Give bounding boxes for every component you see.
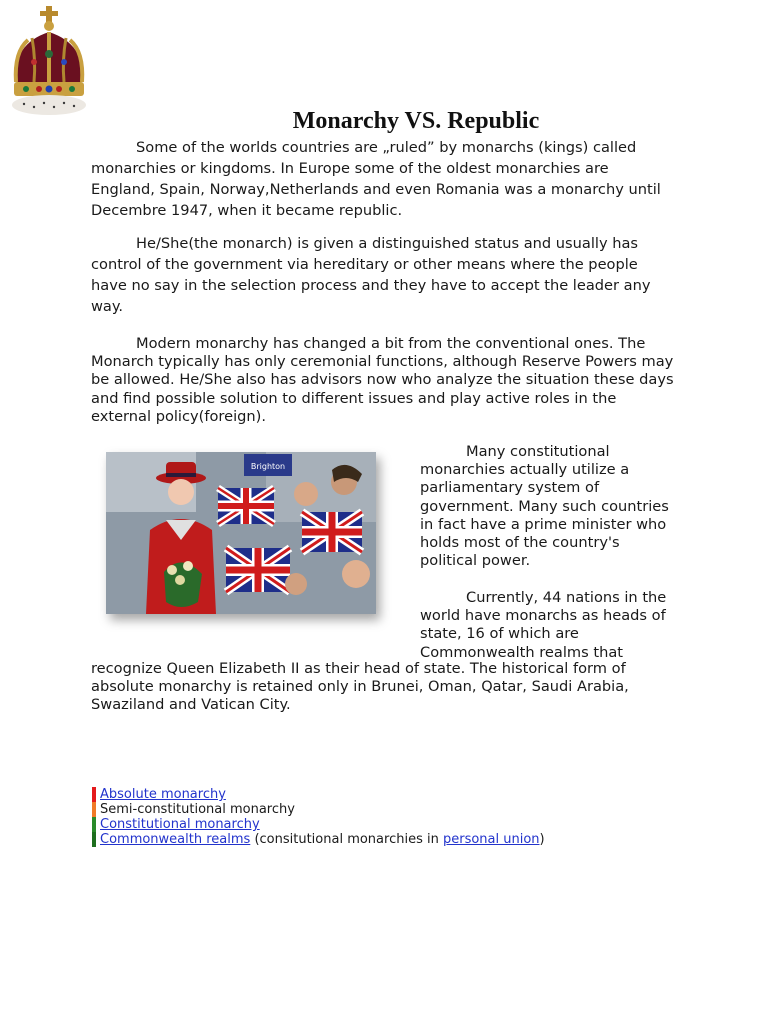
paragraph-intro xyxy=(91,137,677,221)
legend-swatch-semi xyxy=(92,802,96,817)
map-legend xyxy=(92,787,545,847)
legend-swatch-commonwealth xyxy=(92,832,96,847)
banner-sign-text: Brighton xyxy=(250,462,286,471)
paragraph-modern-monarchy xyxy=(91,335,677,426)
paragraph-nations-continued: recognize Queen Elizabeth II as their head of state. The historical form of absolute monarchy is retained only in Brunei, Oman, Qatar, Saudi Arabia, Swaziland and Vatican City. xyxy=(91,660,629,714)
paragraph-intro-text: Some of the worlds countries are „ruled” by monarchs (kings) called monarchies or kingdoms. In Europe some of the oldest monarchies are England, Spain, Norway,Netherlands and even Romania was a monarchy until Decembre 1947, when it became republic. xyxy=(91,139,661,219)
commonwealth-note-pre: (consitutional monarchies in xyxy=(250,832,443,847)
queen-photo xyxy=(106,452,376,614)
paragraph-constitutional xyxy=(420,443,680,570)
union-flag xyxy=(218,488,274,524)
constitutional-monarchy-link[interactable]: Constitutional monarchy xyxy=(100,817,260,832)
page-title: Monarchy VS. Republic xyxy=(292,108,540,135)
union-flag xyxy=(226,548,290,592)
absolute-monarchy-link[interactable]: Absolute monarchy xyxy=(100,787,226,802)
commonwealth-note-post: ) xyxy=(539,832,545,847)
legend-row-semi xyxy=(92,802,545,817)
union-flag xyxy=(302,512,362,552)
queen-photo-illustration xyxy=(106,452,376,614)
legend-row-absolute xyxy=(92,787,545,802)
paragraph-modern-monarchy-text: Modern monarchy has changed a bit from the conventional ones. The Monarch typically has only ceremonial functions, although Reserve Powers may be allowed. He/She also has advisors now who analyze the situation these days and find possible solution to different issues and play active roles in the external policy(foreign). xyxy=(91,335,674,425)
semi-constitutional-label: Semi-constitutional monarchy xyxy=(100,802,295,817)
legend-row-commonwealth xyxy=(92,832,545,847)
paragraph-nations xyxy=(420,589,680,662)
legend-swatch-constitutional xyxy=(92,817,96,832)
legend-swatch-absolute xyxy=(92,787,96,802)
personal-union-link[interactable]: personal union xyxy=(442,832,540,847)
paragraph-monarch-status xyxy=(91,233,677,317)
paragraph-nations-text: Currently, 44 nations in the world have monarchs as heads of state, 16 of which are Commonwealth realms that xyxy=(420,589,667,661)
crown-image xyxy=(6,4,94,122)
paragraph-monarch-status-text: He/She(the monarch) is given a distinguished status and usually has control of the government via hereditary or other means where the people have no say in the selection process and they have to accept the leader any way. xyxy=(91,235,651,315)
commonwealth-realms-link[interactable]: Commonwealth realms xyxy=(100,832,251,847)
legend-row-constitutional xyxy=(92,817,545,832)
paragraph-constitutional-text: Many constitutional monarchies actually utilize a parliamentary system of government. Many such countries in fact have a prime minister who holds most of the country's political power. xyxy=(420,443,669,570)
